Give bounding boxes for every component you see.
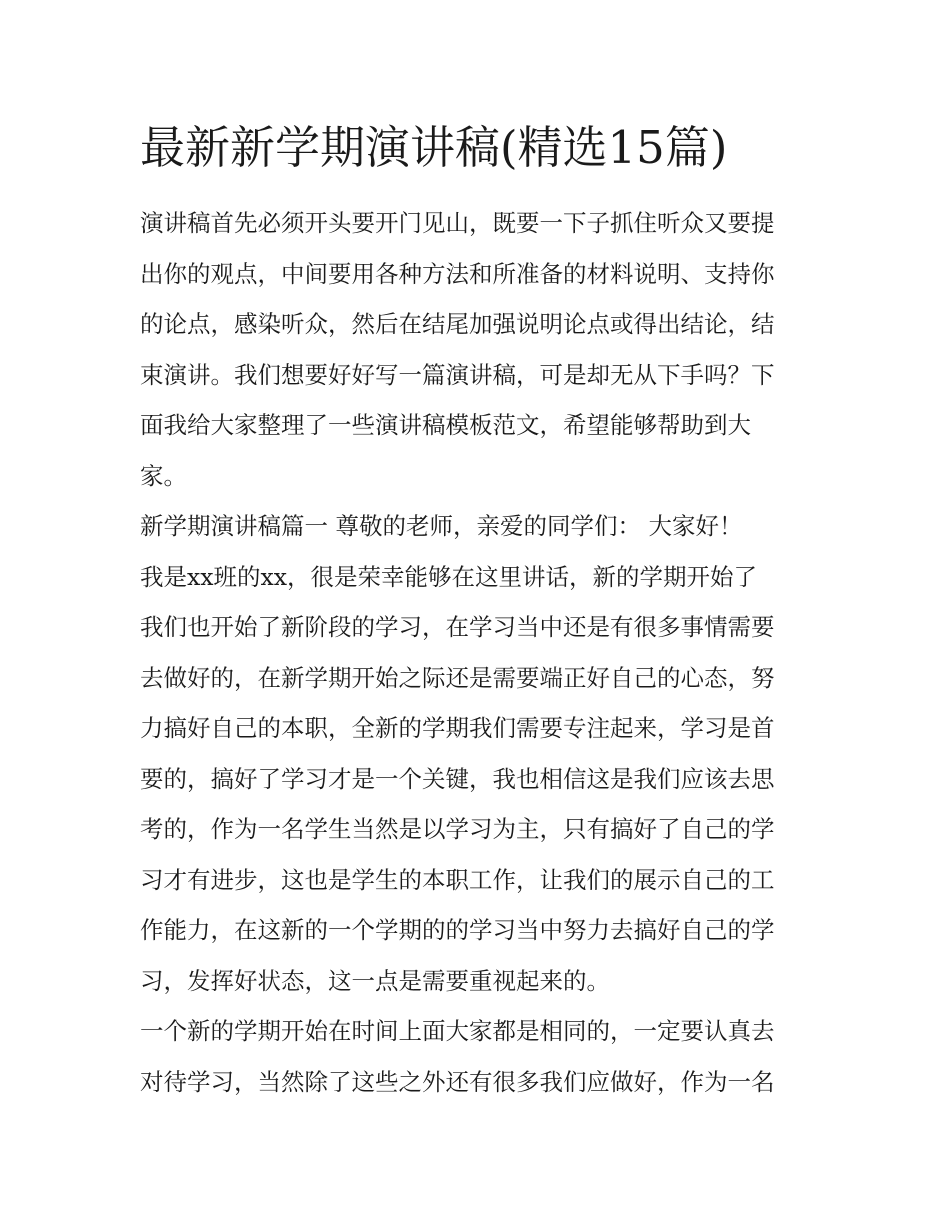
text-line: 去做好的，在新学期开始之际还是需要端正好自己的心态，努 xyxy=(140,663,775,692)
text-line: 对待学习，当然除了这些之外还有很多我们应做好，作为一名 xyxy=(140,1067,775,1096)
text-line: 作能力，在这新的一个学期的的学习当中努力去搞好自己的学 xyxy=(140,916,775,944)
document-body xyxy=(140,198,820,1107)
text-line: 出你的观点，中间要用各种方法和所准备的材料说明、支持你 xyxy=(140,259,775,288)
text-line: 一个新的学期开始在时间上面大家都是相同的，一定要认真去 xyxy=(140,1017,775,1045)
text-line: 新学期演讲稿篇一 尊敬的老师，亲爱的同学们： 大家好！ xyxy=(140,512,743,540)
text-line: 习，发挥好状态，这一点是需要重视起来的。 xyxy=(140,966,610,995)
text-line: 我们也开始了新阶段的学习，在学习当中还是有很多事情需要 xyxy=(140,613,775,641)
text-line: 演讲稿首先必须开头要开门见山，既要一下子抓住听众又要提 xyxy=(140,209,775,237)
document-title: 最新新学期演讲稿(精选15篇) xyxy=(140,121,728,174)
text-line: 的论点，感染听众，然后在结尾加强说明论点或得出结论，结 xyxy=(140,310,775,338)
text-line: 习才有进步，这也是学生的本职工作，让我们的展示自己的工 xyxy=(140,865,775,894)
text-line: 家。 xyxy=(140,461,187,490)
text-line: 要的，搞好了学习才是一个关键，我也相信这是我们应该去思 xyxy=(140,764,775,793)
text-line: 面我给大家整理了一些演讲稿模板范文，希望能够帮助到大 xyxy=(140,411,751,439)
text-line: 考的，作为一名学生当然是以学习为主，只有搞好了自己的学 xyxy=(140,815,775,843)
text-line: 力搞好自己的本职，全新的学期我们需要专注起来，学习是首 xyxy=(140,714,775,742)
text-line: 我是xx班的xx，很是荣幸能够在这里讲话，新的学期开始了 xyxy=(140,562,758,591)
text-line: 束演讲。我们想要好好写一篇演讲稿，可是却无从下手吗？下 xyxy=(140,360,775,389)
